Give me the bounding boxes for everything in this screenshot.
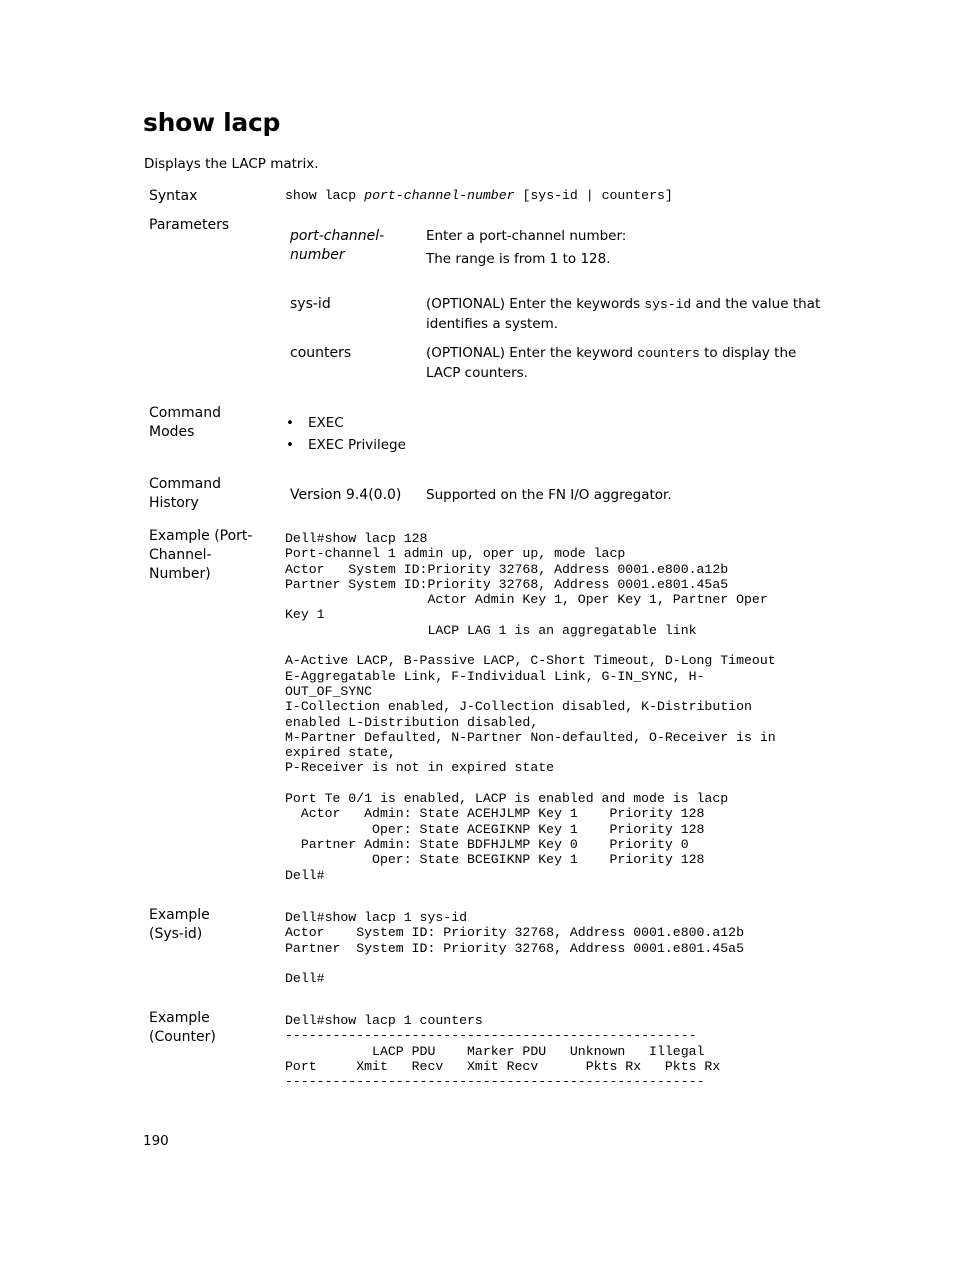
command-modes-list bbox=[286, 413, 406, 456]
example-counter-label: Example (Counter) bbox=[149, 1010, 216, 1045]
example-port-channel-label: Example (Port-Channel-Number) bbox=[149, 528, 253, 582]
syntax-command: show lacp bbox=[285, 188, 357, 203]
param-desc-code: counters bbox=[637, 346, 700, 361]
param-desc-text: (OPTIONAL) Enter the keyword bbox=[426, 345, 638, 361]
param-term-counters: counters bbox=[290, 345, 352, 361]
page-title: show lacp bbox=[143, 108, 281, 137]
param-desc-text: to display the LACP counters. bbox=[426, 345, 797, 381]
param-term-port-channel-number: port-channel-number bbox=[290, 228, 385, 263]
param-desc-port-channel-number bbox=[426, 227, 826, 269]
param-desc-code: sys-id bbox=[644, 297, 692, 312]
parameters-label: Parameters bbox=[149, 217, 230, 233]
param-desc-sys-id bbox=[426, 295, 826, 334]
history-note: Supported on the FN I/O aggregator. bbox=[426, 487, 672, 503]
syntax-line bbox=[285, 188, 673, 203]
syntax-label: Syntax bbox=[149, 188, 198, 204]
example-port-channel-code: Dell#show lacp 128 Port-channel 1 admin up, oper up, mode lacp Actor System ID:Priority 32768, Address 0001.e800.a12b Partner System ID:Priority 32768, Address 0001.e801.45a5 Actor Admin Key 1, Oper Key 1, Partner Oper Key 1 LACP LAG 1 is an aggregatable link A-Active LACP, B-Passive LACP, C-Short Timeout, D-Long Timeout E-Aggregatable Link, F-Individual Link, G-IN_SYNC, H- OUT_OF_SYNC I-Collection enabled, J-Collection disabled, K-Distribution enabled L-Distribution disabled, M-Partner Defaulted, N-Partner Non-defaulted, O-Receiver is in expired state, P-Receiver is not in expired state Port Te 0/1 is enabled, LACP is enabled and mode is lacp Actor Admin: State ACEHJLMP Key 1 Priority 128 Oper: State ACEGIKNP Key 1 Priority 128 Partner Admin: State BDFHJLMP Key 0 Priority 0 Oper: State BCEGIKNP Key 1 Priority 128 Dell# bbox=[285, 531, 776, 883]
page-number: 190 bbox=[143, 1133, 169, 1149]
syntax-options: [sys-id | counters] bbox=[522, 188, 673, 203]
list-item: • EXEC Privilege bbox=[286, 435, 406, 457]
param-term-sys-id: sys-id bbox=[290, 296, 331, 312]
list-item: • EXEC bbox=[286, 413, 406, 435]
param-desc-text: (OPTIONAL) Enter the keywords bbox=[426, 296, 645, 312]
syntax-argument: port-channel-number bbox=[364, 188, 515, 203]
example-sys-id-code: Dell#show lacp 1 sys-id Actor System ID: Priority 32768, Address 0001.e800.a12b Partner System ID: Priority 32768, Address 0001.e801.45a5 Dell# bbox=[285, 910, 744, 987]
command-description: Displays the LACP matrix. bbox=[144, 156, 319, 172]
param-desc-line: Enter a port-channel number: bbox=[426, 228, 627, 244]
history-version: Version 9.4(0.0) bbox=[290, 487, 402, 503]
example-sys-id-label: Example (Sys-id) bbox=[149, 907, 210, 942]
param-desc-counters bbox=[426, 344, 826, 383]
command-modes-label: Command Modes bbox=[149, 405, 221, 440]
param-desc-line: The range is from 1 to 128. bbox=[426, 250, 611, 267]
command-history-label: Command History bbox=[149, 476, 221, 511]
example-counter-code: Dell#show lacp 1 counters ---------------------------------------------------- LACP PDU Marker PDU Unknown Illegal Port Xmit Recv Xmit Recv Pkts Rx Pkts Rx ----------------------------------------------------- bbox=[285, 1013, 721, 1090]
param-desc-text: and the value that identifies a system. bbox=[426, 296, 821, 332]
